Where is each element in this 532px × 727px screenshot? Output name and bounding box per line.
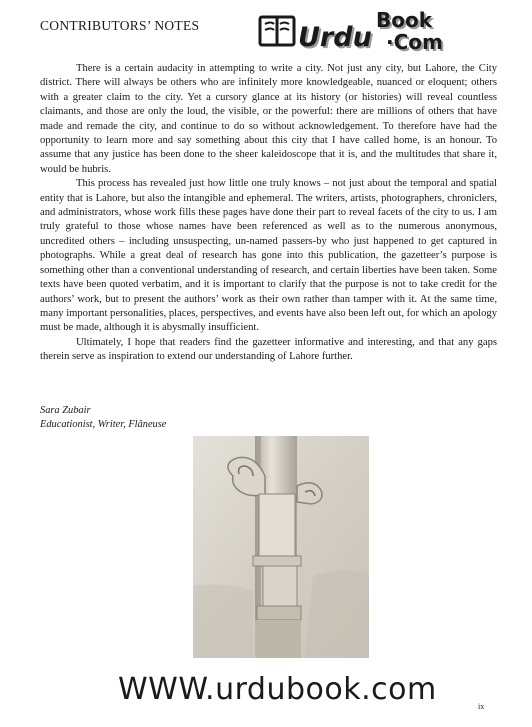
photograph-architectural-detail <box>193 436 369 658</box>
paragraph-1: There is a certain audacity in attempting to write a city. Not just any city, but Lahore, the City district. There will always be others who are infinitely more knowledgeable, nuanced or eloquent; others with a greater claim to the city. Yet a cursory glance at its history (or histories) will reveal countless claimants, and those are only the loud, the visible, or the powerful: there are millions of others that have made and remade the city, and continue to do so without acknowledgement. To therefore have had the opportunity to learn more and say something about this city that I have called home, is an honour. To assume that any justice has been done to the sheer kaleidoscope that it is, and the multitudes that share it, would be hubris. <box>40 63 497 175</box>
paragraph-2: This process has revealed just how little one truly knows – not just about the temporal and spatial entity that is Lahore, but also the intangible and ephemeral. The writers, artists, photographers, chroniclers, and administrators, whose work fills these pages have done their part to reveal facets of the city to us. I am truly grateful to those whose names have been referenced as well as to the numerous anonymous, uncredited others – including unsuspecting, un-named passers-by who just happened to get captured in photographs. While a great deal of research has gone into this publication, the gazetteer’s purpose is something other than a conventional understanding of research, and certain liberties have been taken. Some texts have been quoted verbatim, and it is important to clarify that the purpose is not to take credit for the authors’ work, but to present the authors’ work as their own rather than tamper with it. At the same time, many important personalities, places, perspectives, and events have also been left out, for which an apology must be made, although it is abysmally insufficient. <box>40 178 497 334</box>
paragraph-3: Ultimately, I hope that readers find the gazetteer informative and interesting, and that any gaps therein serve as inspiration to extend our understanding of Lahore further. <box>40 336 497 363</box>
author-name: Sara Zubair <box>40 405 91 416</box>
notes-body <box>40 62 497 365</box>
watermark-url: WWW.urdubook.com <box>118 672 437 707</box>
author-role: Educationist, Writer, Flâneuse <box>40 419 167 430</box>
logo-text-urdu: Urdu <box>298 22 372 53</box>
urdubook-logo <box>258 8 458 60</box>
page-title: CONTRIBUTORS’ NOTES <box>40 18 200 33</box>
signature-block <box>40 404 166 432</box>
logo-text-com: ·Com <box>386 30 443 54</box>
book-icon <box>258 14 296 48</box>
logo-text-book: Book <box>376 8 433 32</box>
page-number: ix <box>478 702 485 711</box>
